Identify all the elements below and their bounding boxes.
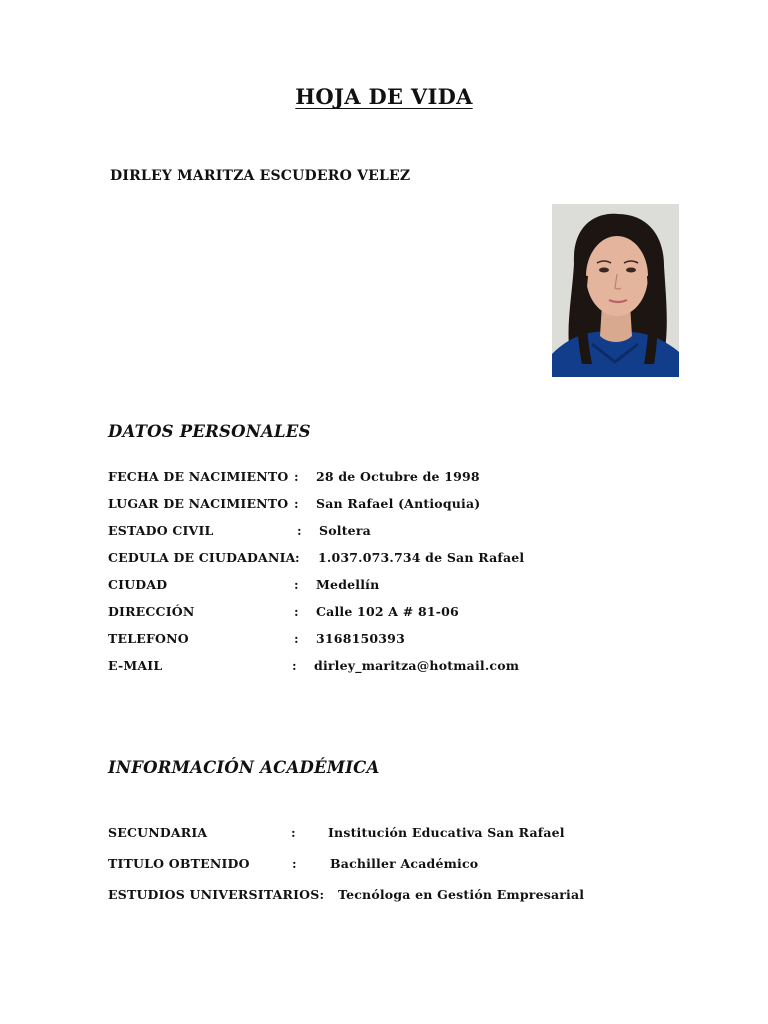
academic-separator: : xyxy=(292,856,297,871)
personal-label: TELEFONO xyxy=(108,631,189,646)
academic-label: TITULO OBTENIDO xyxy=(108,856,250,871)
academic-label: SECUNDARIA xyxy=(108,825,208,840)
personal-row xyxy=(108,469,668,487)
personal-label: ESTADO CIVIL xyxy=(108,523,214,538)
document-title-text: HOJA DE VIDA xyxy=(295,84,473,109)
profile-photo xyxy=(552,204,679,377)
personal-separator: : xyxy=(295,550,300,565)
academic-row xyxy=(108,887,668,905)
personal-value: San Rafael (Antioquia) xyxy=(316,496,481,511)
personal-value: 28 de Octubre de 1998 xyxy=(316,469,480,484)
personal-separator: : xyxy=(294,631,299,646)
personal-label: E-MAIL xyxy=(108,658,163,673)
section-heading-personal: DATOS PERSONALES xyxy=(108,422,311,441)
personal-label: FECHA DE NACIMIENTO xyxy=(108,469,289,484)
personal-row xyxy=(108,523,668,541)
personal-row xyxy=(108,604,668,622)
personal-separator: : xyxy=(294,496,299,511)
document-title xyxy=(0,84,768,109)
section-heading-academic: INFORMACIÓN ACADÉMICA xyxy=(108,758,380,777)
personal-value: Soltera xyxy=(319,523,371,538)
personal-separator: : xyxy=(294,604,299,619)
academic-value: Tecnóloga en Gestión Empresarial xyxy=(338,887,585,902)
personal-separator: : xyxy=(297,523,302,538)
personal-separator: : xyxy=(294,577,299,592)
academic-row xyxy=(108,856,668,874)
personal-value: 1.037.073.734 de San Rafael xyxy=(318,550,525,565)
candidate-name: DIRLEY MARITZA ESCUDERO VELEZ xyxy=(110,168,411,184)
personal-label: CEDULA DE CIUDADANIA xyxy=(108,550,296,565)
personal-value: Medellín xyxy=(316,577,380,592)
personal-separator: : xyxy=(294,469,299,484)
academic-row xyxy=(108,825,668,843)
personal-row xyxy=(108,631,668,649)
academic-label: ESTUDIOS UNIVERSITARIOS: xyxy=(108,887,325,902)
personal-value: 3168150393 xyxy=(316,631,405,646)
personal-row xyxy=(108,577,668,595)
personal-value: dirley_maritza@hotmail.com xyxy=(314,658,520,673)
personal-label: DIRECCIÓN xyxy=(108,604,195,619)
personal-label: LUGAR DE NACIMIENTO xyxy=(108,496,289,511)
academic-separator: : xyxy=(291,825,296,840)
personal-separator: : xyxy=(292,658,297,673)
personal-row xyxy=(108,550,668,568)
personal-value: Calle 102 A # 81-06 xyxy=(316,604,459,619)
academic-value: Institución Educativa San Rafael xyxy=(328,825,565,840)
personal-label: CIUDAD xyxy=(108,577,168,592)
personal-row xyxy=(108,658,668,676)
academic-value: Bachiller Académico xyxy=(330,856,479,871)
personal-row xyxy=(108,496,668,514)
